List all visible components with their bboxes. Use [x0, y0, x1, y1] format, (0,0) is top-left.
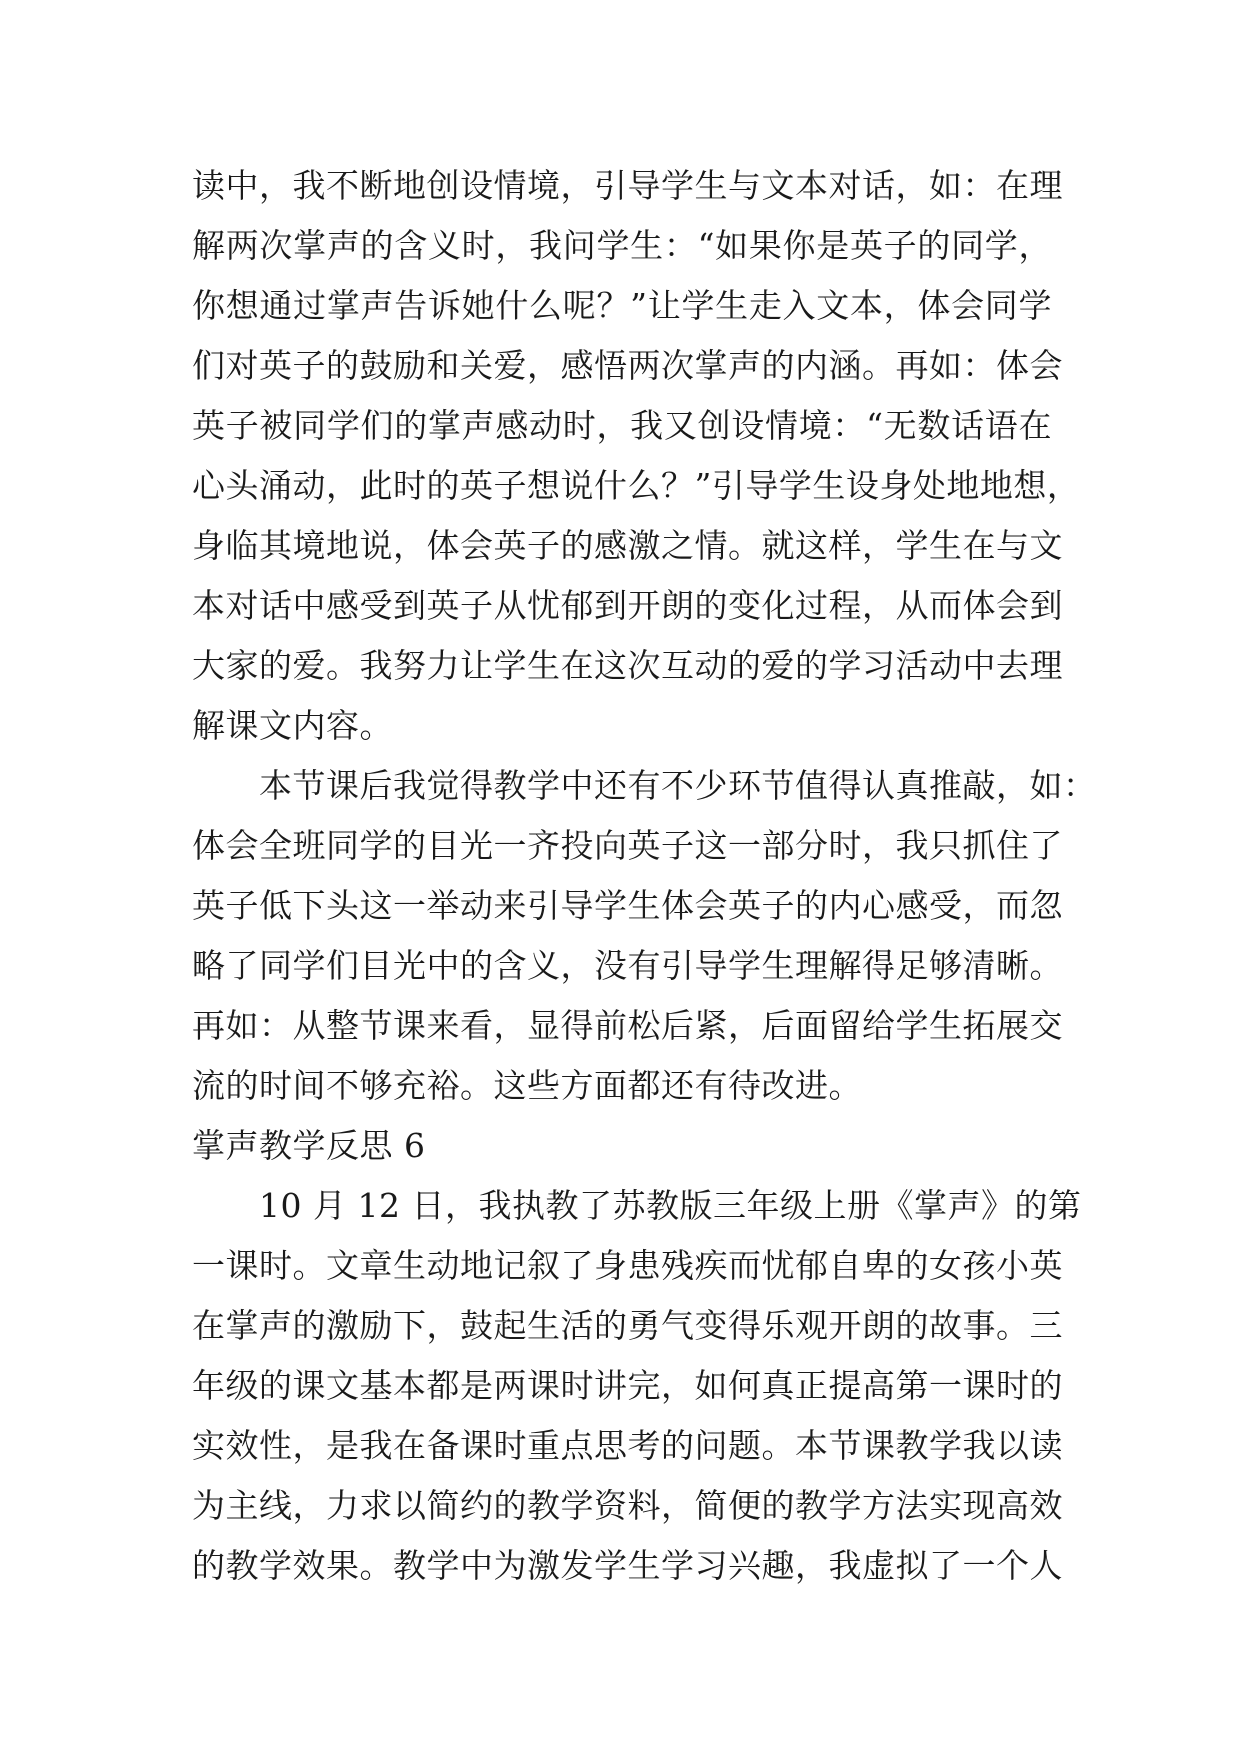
paragraph-first-line: 10 月 12 日，我执教了苏教版三年级上册《掌声》的第: [259, 1186, 1082, 1225]
text-line: 在掌声的激励下，鼓起生活的勇气变得乐观开朗的故事。三: [192, 1306, 1063, 1345]
text-line: 一课时。文章生动地记叙了身患残疾而忧郁自卑的女孩小英: [192, 1246, 1063, 1285]
text-line: 的教学效果。教学中为激发学生学习兴趣，我虚拟了一个人: [192, 1546, 1063, 1585]
text-line: 解两次掌声的含义时，我问学生：“如果你是英子的同学，: [192, 226, 1052, 265]
text-line: 英子低下头这一举动来引导学生体会英子的内心感受，而忽: [192, 886, 1063, 925]
text-line: 再如：从整节课来看，显得前松后紧，后面留给学生拓展交: [192, 1006, 1063, 1045]
text-line: 们对英子的鼓励和关爱，感悟两次掌声的内涵。再如：体会: [192, 346, 1063, 385]
text-line: 为主线，力求以简约的教学资料，简便的教学方法实现高效: [192, 1486, 1063, 1525]
text-line: 解课文内容。: [192, 706, 393, 745]
text-line: 流的时间不够充裕。这些方面都还有待改进。: [192, 1066, 862, 1105]
text-line: 本对话中感受到英子从忧郁到开朗的变化过程，从而体会到: [192, 586, 1063, 625]
text-line: 你想通过掌声告诉她什么呢？”让学生走入文本，体会同学: [192, 286, 1052, 325]
paragraph-first-line: 本节课后我觉得教学中还有不少环节值得认真推敲，如：: [259, 766, 1097, 805]
text-line: 身临其境地说，体会英子的感激之情。就这样，学生在与文: [192, 526, 1063, 565]
text-line: 体会全班同学的目光一齐投向英子这一部分时，我只抓住了: [192, 826, 1063, 865]
text-line: 大家的爱。我努力让学生在这次互动的爱的学习活动中去理: [192, 646, 1063, 685]
text-line: 心头涌动，此时的英子想说什么？”引导学生设身处地地想，: [192, 466, 1081, 505]
section-heading: 掌声教学反思 6: [192, 1126, 426, 1165]
text-line: 实效性，是我在备课时重点思考的问题。本节课教学我以读: [192, 1426, 1063, 1465]
text-line: 略了同学们目光中的含义，没有引导学生理解得足够清晰。: [192, 946, 1063, 985]
text-line: 读中，我不断地创设情境，引导学生与文本对话，如：在理: [192, 166, 1063, 205]
text-line: 英子被同学们的掌声感动时，我又创设情境：“无数话语在: [192, 406, 1052, 445]
text-line: 年级的课文基本都是两课时讲完，如何真正提高第一课时的: [192, 1366, 1063, 1405]
